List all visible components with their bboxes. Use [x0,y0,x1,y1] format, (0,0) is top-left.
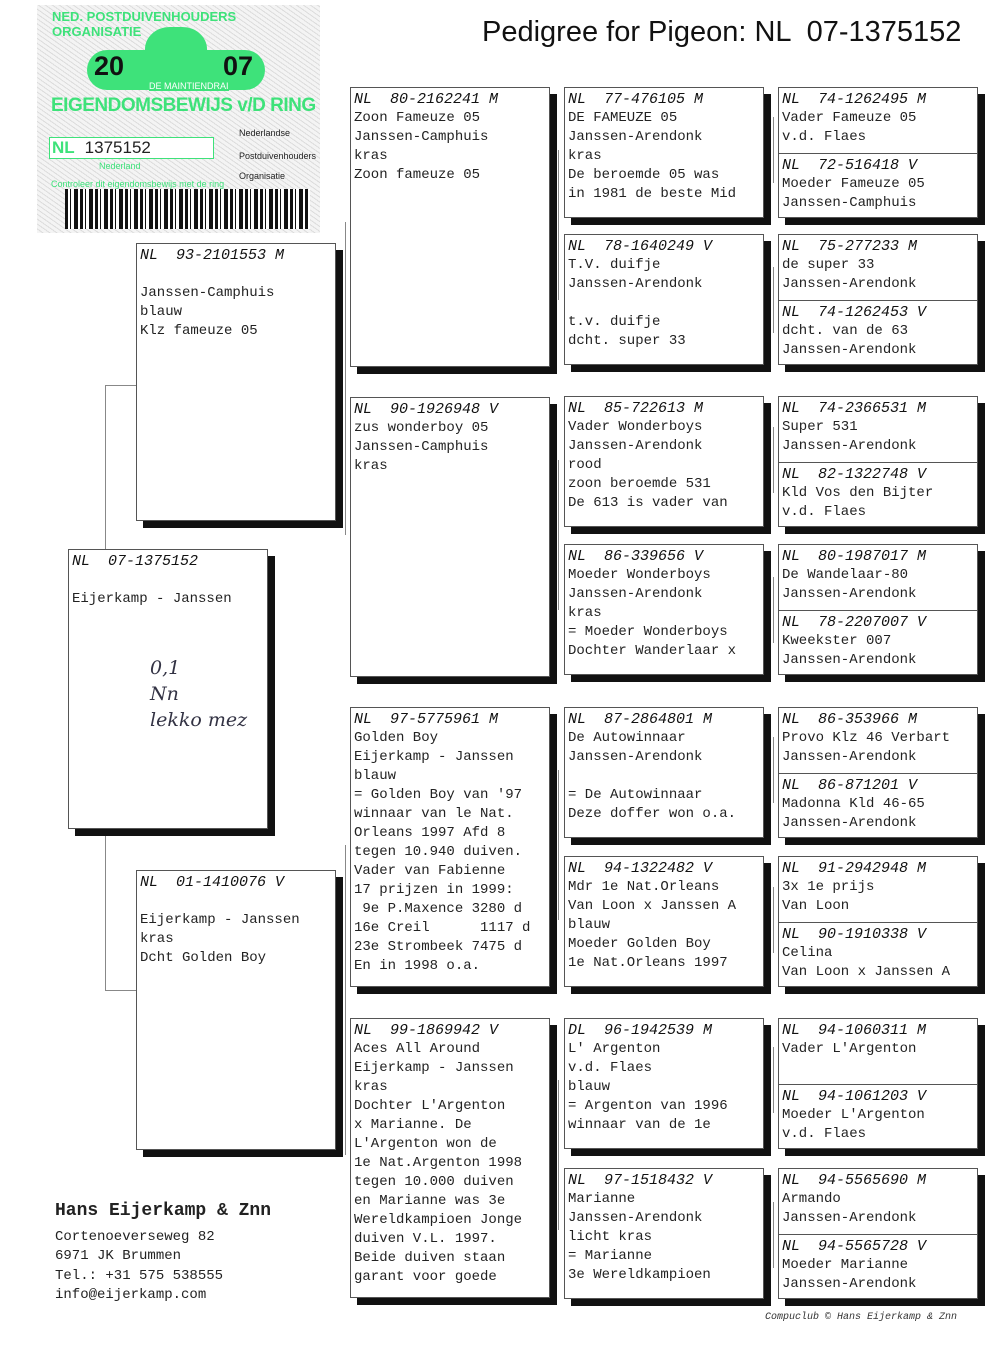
pigeon-info-line: dcht. van de 63 [782,322,909,339]
pigeon-info-line: Janssen-Arendonk [568,276,703,292]
pigeon-box-great-great-grandparent[interactable] [779,397,977,462]
sticker-org-line: Nederlandse [239,128,291,138]
pigeon-info-line: Aces All Around [354,1041,481,1057]
pigeon-box-great-grandparent[interactable] [564,856,764,987]
ring-number: NL 77-476105 M [568,91,704,108]
pigeon-info-line: = Moeder Wonderboys [568,624,728,640]
pigeon-info-line: garant voor goede [354,1269,497,1285]
pigeon-info-line: kras [568,148,602,164]
pigeon-box-great-great-grandparent[interactable] [779,773,977,838]
pigeon-info-line: Dcht Golden Boy [140,950,267,966]
ring-ownership-certificate [37,5,320,233]
pigeon-info-line: Janssen-Camphuis [782,194,917,211]
ring-number: NL 94-5565690 M [782,1172,927,1189]
pigeon-pair-box [778,707,978,838]
ring-number: NL 74-1262453 V [782,303,927,321]
pigeon-info-line: Zoon fameuze 05 [354,167,481,183]
pigeon-box-great-great-grandparent[interactable] [779,708,977,773]
ring-number: NL 87-2864801 M [568,711,713,728]
pigeon-info-line: Janssen-Arendonk [568,438,703,454]
pigeon-info-line: Golden Boy [354,730,439,746]
pigeon-info-line: L'Argenton won de [354,1136,497,1152]
pigeon-box-sire[interactable] [136,243,336,521]
breeder-name: Hans Eijerkamp & Znn [55,1201,272,1221]
ring-number: NL 78-2207007 V [782,613,927,631]
pigeon-info-line: Eijerkamp - Janssen [72,591,232,607]
pigeon-info-line: Janssen-Camphuis [140,285,275,301]
ring-number: NL 75-277233 M [782,238,918,255]
pigeon-info-line: Wereldkampioen Jonge [354,1212,523,1228]
pigeon-info-line: En in 1998 o.a. [354,958,481,974]
sticker-org-line: Postduivenhouders [239,151,317,161]
pigeon-box-great-grandparent[interactable] [564,87,764,218]
pigeon-info-line: zoon beroemde 531 [568,476,711,492]
breeder-info [55,1202,271,1306]
pigeon-info-line: kras [354,1079,388,1095]
pigeon-info-line: Super 531 [782,419,858,435]
pigeon-box-great-great-grandparent[interactable] [779,300,977,365]
pigeon-info-line [568,767,760,786]
connector-line [558,460,559,610]
pigeon-info-line: Deze doffer won o.a. [568,806,737,822]
ring-number: NL 74-1262495 M [782,91,927,108]
connector-line [773,267,774,333]
connector-line [773,577,774,643]
pigeon-info-line: Janssen-Arendonk [568,749,703,765]
ring-number: NL 94-1061203 V [782,1087,927,1105]
pigeon-info-line: winnaar van le Nat. [354,806,514,822]
pigeon-box-great-great-grandparent[interactable] [779,1084,977,1149]
ring-number: NL 01-1410076 V [140,874,285,891]
pigeon-info-line: zus wonderboy 05 [354,420,489,436]
pigeon-info-line: x Marianne. De [354,1117,472,1133]
connector-line [105,385,136,386]
pigeon-info-line: winnaar van de 1e [568,1117,711,1133]
pigeon-info-line: De Wandelaar-80 [782,567,909,583]
ring-number: NL 90-1926948 V [354,401,499,418]
pigeon-box-great-great-grandparent[interactable] [779,1169,977,1234]
sticker-country: Nederland [99,161,141,171]
pigeon-box-great-grandparent[interactable] [564,707,764,838]
pigeon-info-line: Janssen-Arendonk [782,341,917,358]
pigeon-info-line: Janssen-Arendonk [782,651,917,668]
pigeon-pair-box [778,856,978,987]
ring-number: NL 07-1375152 [72,553,199,570]
pigeon-info-line: kras [354,458,388,474]
ring-number: NL 94-5565728 V [782,1237,927,1255]
pigeon-info-line: T.V. duifje [568,257,661,273]
pigeon-info-line: Moeder Golden Boy [568,936,711,952]
connector-line [773,117,774,183]
pigeon-info-line: blauw [140,304,183,320]
sticker-ring-number: 1375152 [84,138,151,157]
pigeon-info-line: Klz fameuze 05 [140,323,258,339]
pigeon-info-line: Janssen-Arendonk [782,276,917,292]
breeder-email[interactable]: info@eijerkamp.com [55,1287,207,1303]
pigeon-info-line: De beroemde 05 was [568,167,720,183]
ring-number: DL 96-1942539 M [568,1022,713,1039]
pigeon-info-line: Van Loon [782,898,850,914]
ring-number: NL 86-353966 M [782,711,918,728]
pigeon-info-line: Zoon Fameuze 05 [354,110,481,126]
breeder-phone: Tel.: +31 575 538555 [55,1267,224,1284]
ring-number: NL 94-1060311 M [782,1022,927,1039]
pigeon-box-great-great-grandparent[interactable] [779,235,977,300]
pigeon-info-line: Janssen-Camphuis [354,129,489,145]
ring-number: NL 93-2101553 M [140,247,285,264]
pigeon-box-grandparent[interactable] [350,87,550,367]
pigeon-info-line: 23e Strombeek 7475 d [354,939,523,955]
pigeon-info-line: DE FAMEUZE 05 [568,110,678,126]
pigeon-box-great-grandparent[interactable] [564,396,764,527]
pigeon-box-great-grandparent[interactable] [564,1168,764,1299]
connector-line [773,1047,774,1113]
ring-number: NL 72-516418 V [782,156,918,174]
pigeon-info-line: Moeder Marianne [782,1256,909,1273]
pigeon-info-line: Janssen-Arendonk [568,129,703,145]
pigeon-info-line: Janssen-Arendonk [782,1275,917,1292]
pigeon-pair-box [778,1018,978,1149]
ring-number: NL 97-5775961 M [354,711,499,728]
pigeon-info-line: Van Loon x Janssen A [568,898,737,914]
pigeon-info-line: duiven V.L. 1997. [354,1231,497,1247]
pigeon-info-line: rood [568,457,602,473]
sticker-country-code: NL [52,138,75,157]
pigeon-info-line: Janssen-Arendonk [782,1210,917,1226]
pigeon-info-line: v.d. Flaes [568,1060,653,1076]
pigeon-info-line [568,294,760,313]
lion-crest-icon [145,27,207,82]
pigeon-info-line: 1e Nat.Argenton 1998 [354,1155,523,1171]
pigeon-info-line: Janssen-Arendonk [568,1210,703,1226]
pigeon-info-line: 3e Wereldkampioen [568,1267,711,1283]
sticker-heading: EIGENDOMSBEWIJS v/D RING [51,95,316,116]
pigeon-info-line: Janssen-Camphuis [354,439,489,455]
credit-line: Compuclub © Hans Eijerkamp & Znn [765,1312,958,1323]
pigeon-info-line: blauw [568,1079,611,1095]
pigeon-box-great-great-grandparent[interactable] [779,922,977,987]
pigeon-info-line: Celina [782,944,833,961]
ring-number: NL 86-871201 V [782,776,918,794]
pigeon-info-line: 17 prijzen in 1999: [354,882,514,898]
pigeon-info-line: Provo Klz 46 Verbart [782,730,951,746]
pigeon-info-line: Vader van Fabienne [354,863,506,879]
connector-line [773,427,774,493]
pigeon-pair-box [778,544,978,675]
pigeon-info-line: Eijerkamp - Janssen [354,1060,514,1076]
ring-number: NL 80-1987017 M [782,548,927,565]
ring-number: NL 86-339656 V [568,548,704,565]
pigeon-box-great-grandparent[interactable] [564,1018,764,1149]
ring-number: NL 74-2366531 M [782,400,927,417]
handwritten-note: 0,1 Nn lekko mez [150,657,248,731]
pigeon-box-great-great-grandparent[interactable] [779,88,977,153]
ring-number: NL 91-2942948 M [782,860,927,877]
pigeon-box-dam[interactable] [136,870,336,1150]
pigeon-info-line: en Marianne was 3e [354,1193,506,1209]
sticker-ring-field [49,137,214,159]
pigeon-info-line: t.v. duifje [568,314,661,330]
sticker-org-line: Organisatie [239,171,286,181]
pigeon-info-line: Janssen-Arendonk [782,814,917,831]
breeder-city: 6971 JK Brummen [55,1248,182,1264]
pigeon-box-great-grandparent[interactable] [564,234,764,365]
pigeon-info-line: de super 33 [782,257,875,273]
pigeon-info-line: Eijerkamp - Janssen [140,912,300,928]
pigeon-info-line: blauw [568,917,611,933]
ring-number: NL 80-2162241 M [354,91,499,108]
pigeon-pair-box [778,1168,978,1299]
pigeon-info-line: kras [568,605,602,621]
pigeon-info-line: Vader Wonderboys [568,419,703,435]
pigeon-info-line: Dochter Wanderlaar x [568,643,737,659]
pigeon-info-line [140,892,332,911]
pigeon-box-great-great-grandparent[interactable] [779,545,977,610]
pigeon-info-line: Moeder Wonderboys [568,567,711,583]
connector-line [773,887,774,953]
pigeon-box-great-great-grandparent[interactable] [779,857,977,922]
pigeon-info-line: Janssen-Arendonk [568,586,703,602]
pigeon-info-line [72,571,264,590]
pigeon-info-line: 1e Nat.Orleans 1997 [568,955,728,971]
ring-number: NL 90-1910338 V [782,925,927,943]
pigeon-info-line: = Argenton van 1996 [568,1098,728,1114]
pigeon-info-line: Armando [782,1191,841,1207]
connector-line [773,1202,774,1268]
pigeon-pair-box [778,87,978,218]
pigeon-info-line: = Marianne [568,1248,653,1264]
pigeon-info-line: v.d. Flaes [782,1125,867,1142]
pigeon-info-line: Eijerkamp - Janssen [354,749,514,765]
pigeon-info-line: blauw [354,768,397,784]
connector-line [558,150,559,300]
pigeon-info-line: Vader Fameuze 05 [782,110,917,126]
breeder-address: Cortenoeverseweg 82 [55,1228,215,1245]
page-title: Pedigree for Pigeon: NL 07-1375152 [482,16,962,48]
pigeon-info-line: De Autowinnaar [568,730,686,746]
pigeon-info-line: Orleans 1997 Afd 8 [354,825,506,841]
connector-line [345,222,346,535]
pigeon-info-line: Janssen-Arendonk [782,749,917,765]
pigeon-info-line: tegen 10.000 duiven [354,1174,514,1190]
pigeon-info-line: in 1981 de beste Mid [568,186,737,202]
pigeon-info-line: Kweekster 007 [782,632,892,649]
pigeon-box-great-great-grandparent[interactable] [779,462,977,527]
pigeon-info-line: Vader L'Argenton [782,1041,917,1057]
sticker-notice: Controleer dit eigendomsbewijs met de ring [51,179,225,189]
barcode [65,189,310,229]
pigeon-info-line: = De Autowinnaar [568,787,703,803]
ring-number: NL 78-1640249 V [568,238,713,255]
pigeon-info-line: v.d. Flaes [782,503,867,520]
pigeon-box-grandparent[interactable] [350,707,550,987]
ring-number: NL 85-722613 M [568,400,704,417]
pigeon-info-line: Moeder Fameuze 05 [782,175,925,192]
pigeon-info-line: Madonna Kld 46-65 [782,795,925,812]
pigeon-info-line: kras [354,148,388,164]
pigeon-info-line: 16e Creil 1117 d [354,920,531,936]
pigeon-info-line [140,265,332,284]
pigeon-info-line: 9e P.Maxence 3280 d [354,901,523,917]
pigeon-info-line: tegen 10.940 duiven. [354,844,523,860]
pigeon-info-line: v.d. Flaes [782,129,867,145]
pigeon-info-line: Janssen-Arendonk [782,586,917,602]
connector-line [773,737,774,803]
connector-line [558,770,559,920]
connector-line [345,845,346,1155]
pigeon-box-great-great-grandparent[interactable] [779,1234,977,1299]
pigeon-info-line: 3x 1e prijs [782,879,875,895]
pigeon-info-line: Janssen-Arendonk [782,438,917,454]
pigeon-info-line: L' Argenton [568,1041,661,1057]
pigeon-pair-box [778,396,978,527]
pigeon-info-line: kras [140,931,174,947]
ring-number: NL 97-1518432 V [568,1172,713,1189]
sticker-year-right: 07 [223,51,254,81]
pigeon-pair-box [778,234,978,365]
pigeon-box-great-great-grandparent[interactable] [779,610,977,675]
pigeon-box-great-grandparent[interactable] [564,544,764,675]
pigeon-info-line: licht kras [568,1229,653,1245]
connector-line [105,990,136,991]
sticker-org: NED. POSTDUIVENHOUDERS ORGANISATIE [52,9,237,39]
pigeon-info-line: Dochter L'Argenton [354,1098,506,1114]
pigeon-info-line: Marianne [568,1191,636,1207]
pigeon-info-line: dcht. super 33 [568,333,686,349]
pigeon-info-line: Mdr 1e Nat.Orleans [568,879,720,895]
pigeon-box-grandparent[interactable] [350,397,550,677]
sticker-motto: DE MAINTIENDRAI [149,81,229,91]
ring-number: NL 99-1869942 V [354,1022,499,1039]
pigeon-info-line: Van Loon x Janssen A [782,963,951,980]
pigeon-info-line: Kld Vos den Bijter [782,484,934,501]
sticker-year-left: 20 [94,51,125,81]
pigeon-info-line: Moeder L'Argenton [782,1106,925,1123]
pigeon-info-line: Beide duiven staan [354,1250,506,1266]
ring-number: NL 82-1322748 V [782,465,927,483]
pigeon-info-line: = Golden Boy van '97 [354,787,523,803]
pigeon-box-great-great-grandparent[interactable] [779,153,977,218]
pigeon-box-grandparent[interactable] [350,1018,550,1298]
connector-line [558,1080,559,1230]
pigeon-info-line: De 613 is vader van [568,495,728,511]
ring-number: NL 94-1322482 V [568,860,713,877]
pigeon-box-great-great-grandparent[interactable] [779,1019,977,1084]
